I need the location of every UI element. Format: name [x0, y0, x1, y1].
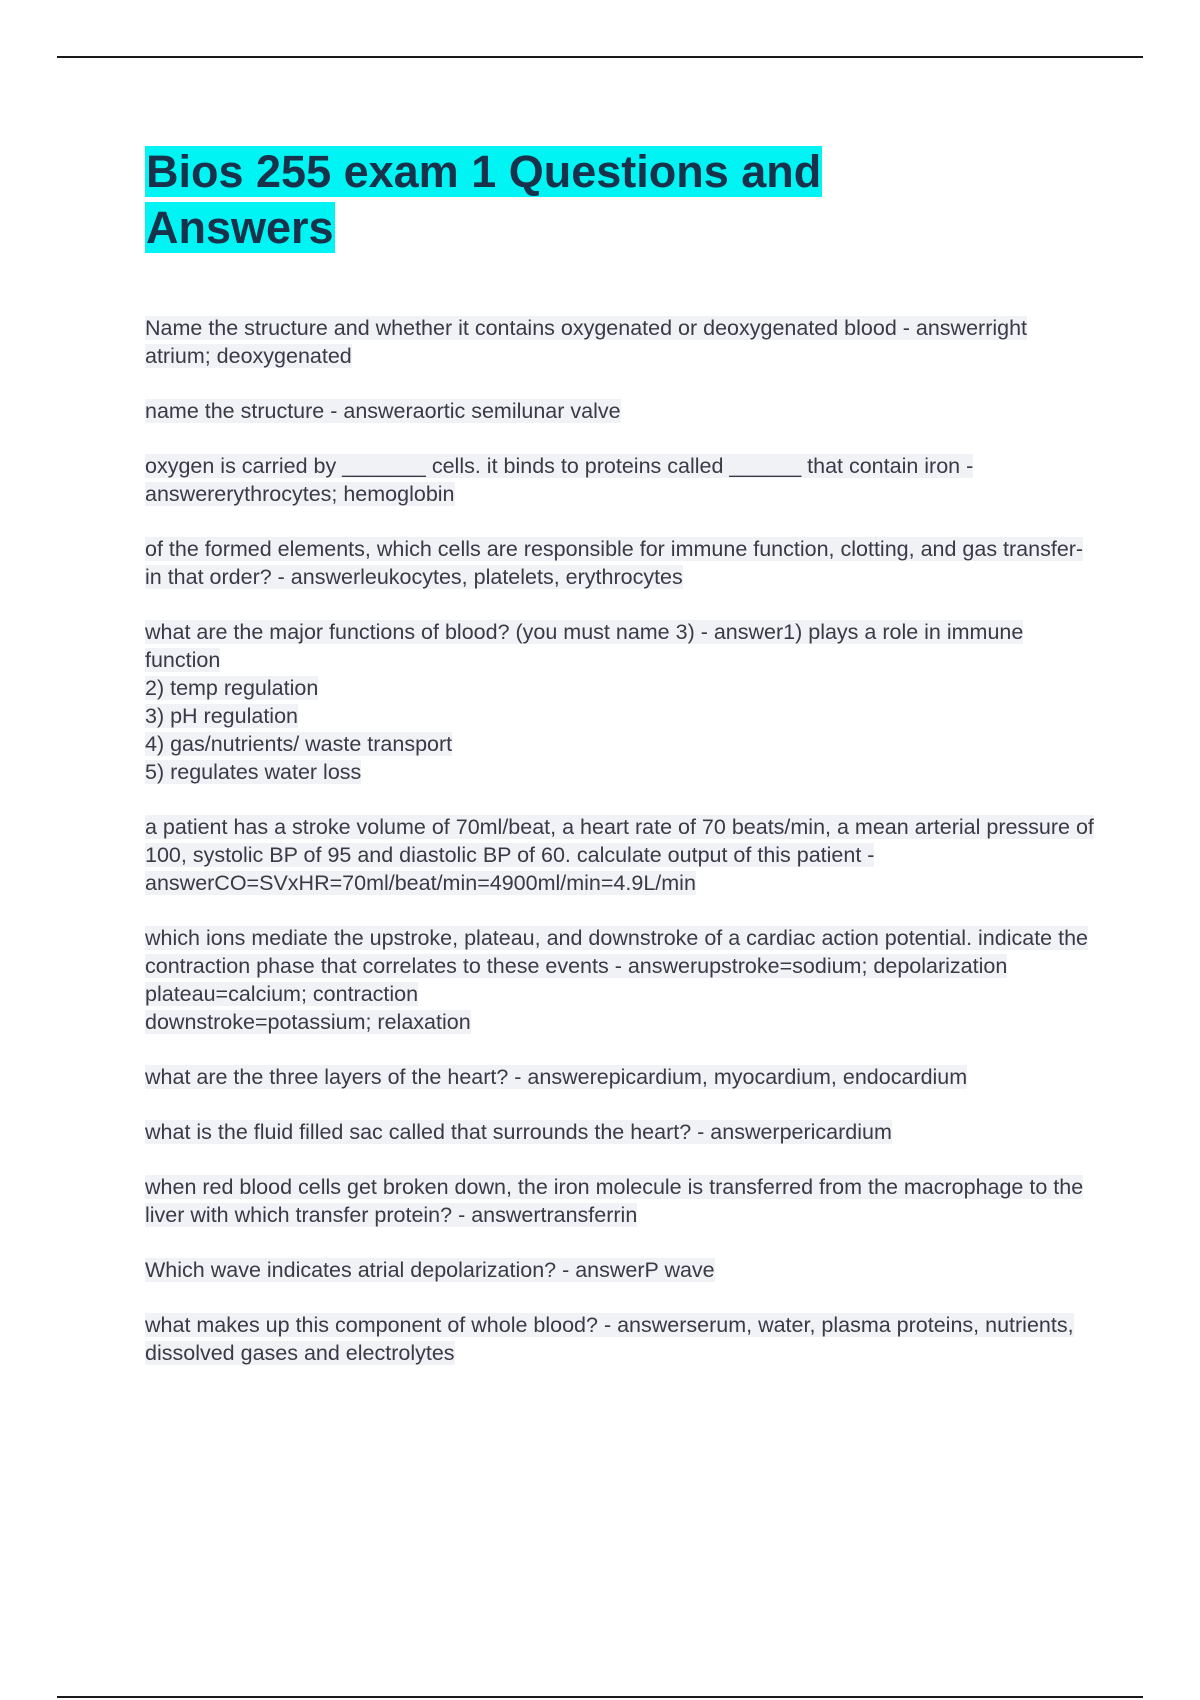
qa-item: [145, 452, 1095, 508]
qa-item: [145, 813, 1095, 897]
document-body: [145, 144, 1095, 1394]
qa-item: [145, 535, 1095, 591]
title-line-1: Bios 255 exam 1 Questions and: [146, 146, 822, 197]
qa-item: [145, 314, 1095, 370]
qa-item: [145, 618, 1095, 786]
qa-text: Name the structure and whether it contains oxygenated or deoxygenated blood - answerright atrium; deoxygenated: [145, 316, 1028, 368]
qa-item: [145, 1256, 1095, 1284]
qa-text: oxygen is carried by _______ cells. it binds to proteins called ______ that contain iron - answererythrocytes; hemoglobin: [145, 454, 974, 506]
qa-text: what are the major functions of blood? (you must name 3) - answer1) plays a role in immune function 2) temp regulation 3) pH regulation 4) gas/nutrients/ waste transport 5) regulates water loss: [145, 620, 1024, 784]
qa-list: [145, 314, 1095, 1367]
qa-text: Which wave indicates atrial depolarization? - answerP wave: [145, 1258, 715, 1282]
title-line-2: Answers: [146, 202, 334, 253]
qa-text: name the structure - answeraortic semilunar valve: [145, 399, 621, 423]
qa-item: [145, 1173, 1095, 1229]
qa-text: which ions mediate the upstroke, plateau, and downstroke of a cardiac action potential. indicate the contraction phase that correlates to these events - answerupstroke=sodium; depolarization plateau=calcium; contraction downstroke=potassium; relaxation: [145, 926, 1088, 1034]
top-divider: [57, 56, 1143, 58]
qa-item: [145, 1311, 1095, 1367]
qa-text: a patient has a stroke volume of 70ml/beat, a heart rate of 70 beats/min, a mean arterial pressure of 100, systolic BP of 95 and diastolic BP of 60. calculate output of this patient - answerCO=SVxHR=70ml/beat/min=4900ml/min=4.9L/min: [145, 815, 1094, 895]
qa-item: [145, 397, 1095, 425]
qa-item: [145, 924, 1095, 1036]
qa-item: [145, 1063, 1095, 1091]
bottom-divider: [57, 1696, 1143, 1698]
page-title: [145, 144, 1095, 256]
title-highlight: [145, 146, 822, 253]
qa-text: when red blood cells get broken down, the iron molecule is transferred from the macrophage to the liver with which transfer protein? - answertransferrin: [145, 1175, 1084, 1227]
qa-text: what makes up this component of whole blood? - answerserum, water, plasma proteins, nutrients, dissolved gases and electrolytes: [145, 1313, 1074, 1365]
qa-text: what is the fluid filled sac called that surrounds the heart? - answerpericardium: [145, 1120, 892, 1144]
qa-text: what are the three layers of the heart? - answerepicardium, myocardium, endocardium: [145, 1065, 968, 1089]
qa-item: [145, 1118, 1095, 1146]
qa-text: of the formed elements, which cells are responsible for immune function, clotting, and gas transfer-in that order? - answerleukocytes, platelets, erythrocytes: [145, 537, 1084, 589]
